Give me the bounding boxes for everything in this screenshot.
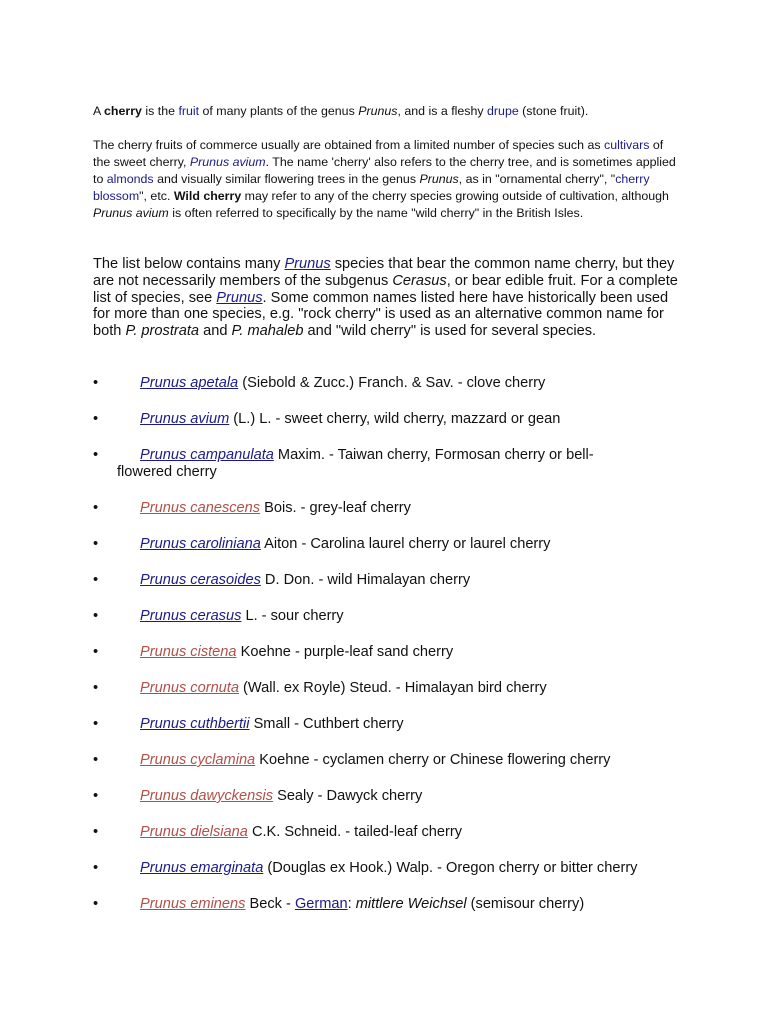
species-link[interactable] bbox=[140, 680, 239, 696]
paragraph-text: species that bear the common name cherry, but they are not necessarily members of the subgenus bbox=[93, 256, 675, 289]
paragraph-text: , or bear edible fruit. For a complete list of species, see bbox=[93, 272, 678, 306]
bullet-icon: • bbox=[93, 608, 99, 624]
species-name: Prunus emarginata bbox=[140, 860, 264, 876]
species-name: Prunus cuthbertii bbox=[140, 716, 250, 732]
species-name: Prunus campanulata bbox=[140, 447, 274, 463]
intro-text: , and is a fleshy bbox=[397, 104, 488, 118]
list-item bbox=[93, 447, 683, 481]
bullet-icon: • bbox=[93, 896, 99, 912]
paragraph-text: of the sweet cherry, bbox=[93, 138, 664, 169]
bullet-icon: • bbox=[93, 572, 99, 588]
species-description: (Douglas ex Hook.) Walp. - Oregon cherry or bitter cherry bbox=[263, 860, 638, 876]
species-description: Koehne - cyclamen cherry or Chinese flowering cherry bbox=[255, 752, 611, 768]
species-name: Prunus eminens bbox=[140, 896, 246, 912]
p-prostrata-name: P. prostrata bbox=[125, 323, 200, 340]
species-link[interactable] bbox=[140, 824, 248, 840]
bullet-icon: • bbox=[93, 680, 99, 696]
intro-text: is the bbox=[141, 104, 179, 118]
list-item bbox=[93, 375, 683, 392]
paragraph-text: is often referred to specifically by the name "wild cherry" in the British Isles. bbox=[168, 206, 584, 220]
list-item bbox=[93, 860, 683, 877]
species-name: Prunus cornuta bbox=[140, 680, 239, 696]
list-item bbox=[93, 824, 683, 841]
paragraph-text: and visually similar flowering trees in the genus bbox=[153, 172, 420, 186]
bullet-icon: • bbox=[93, 644, 99, 660]
list-item bbox=[93, 896, 683, 913]
commerce-paragraph bbox=[93, 137, 683, 222]
paragraph-text: . The name 'cherry' also refers to the cherry tree, and is sometimes applied to bbox=[93, 155, 676, 186]
cherry-term: cherry bbox=[104, 104, 142, 118]
species-link[interactable] bbox=[140, 411, 229, 427]
species-list-intro bbox=[93, 256, 678, 340]
species-description: : bbox=[347, 896, 356, 912]
species-name: Prunus apetala bbox=[140, 375, 239, 391]
species-name: Prunus cistena bbox=[140, 644, 237, 660]
intro-text: A bbox=[93, 104, 105, 118]
species-name: Prunus cyclamina bbox=[140, 752, 256, 768]
species-link[interactable] bbox=[140, 896, 245, 912]
prunus-link-text: Prunus bbox=[216, 289, 263, 306]
prunus-avium-link-text: Prunus avium bbox=[189, 155, 266, 169]
prunus-link-text: Prunus bbox=[284, 256, 331, 272]
species-name: Prunus cerasus bbox=[140, 608, 242, 624]
bullet-icon: • bbox=[93, 411, 99, 427]
cerasus-name: Cerasus bbox=[392, 272, 447, 289]
list-item bbox=[93, 788, 683, 805]
species-description-continued: flowered cherry bbox=[117, 464, 217, 480]
list-item bbox=[93, 500, 683, 517]
german-link[interactable]: German bbox=[294, 896, 348, 912]
prunus-genus-name: Prunus bbox=[358, 104, 398, 118]
paragraph-text: . Some common names listed here have historically been used for more than one species, e.g. "rock cherry" is used as an alternative common name for both bbox=[93, 289, 669, 340]
list-item bbox=[93, 680, 683, 697]
prunus-link[interactable] bbox=[284, 256, 330, 272]
bullet-icon: • bbox=[93, 824, 99, 840]
species-name: Prunus dawyckensis bbox=[140, 788, 274, 804]
list-item bbox=[93, 644, 683, 661]
species-description: C.K. Schneid. - tailed-leaf cherry bbox=[247, 824, 463, 840]
species-description: (Siebold & Zucc.) Franch. & Sav. - clove cherry bbox=[238, 375, 546, 391]
bullet-icon: • bbox=[93, 860, 99, 876]
species-name: Prunus caroliniana bbox=[140, 536, 261, 552]
list-item bbox=[93, 536, 683, 553]
drupe-link[interactable]: drupe bbox=[487, 104, 519, 118]
list-item bbox=[93, 572, 683, 589]
paragraph-text: ", etc. bbox=[139, 189, 174, 203]
species-description: D. Don. - wild Himalayan cherry bbox=[260, 572, 471, 588]
bullet-icon: • bbox=[93, 716, 99, 732]
fruit-link[interactable]: fruit bbox=[178, 104, 200, 118]
bullet-icon: • bbox=[93, 447, 99, 463]
species-description: Bois. - grey-leaf cherry bbox=[260, 500, 411, 516]
almonds-link[interactable]: almonds bbox=[106, 172, 154, 186]
species-name: Prunus dielsiana bbox=[140, 824, 248, 840]
species-link[interactable] bbox=[140, 375, 238, 391]
cultivars-link[interactable]: cultivars bbox=[604, 138, 650, 152]
species-description: Beck - bbox=[245, 896, 295, 912]
prunus-genus-name: Prunus bbox=[419, 172, 459, 186]
prunus-list-link[interactable] bbox=[216, 290, 262, 306]
species-link[interactable] bbox=[140, 447, 274, 463]
cherry-blossom-link[interactable]: cherry blossom bbox=[93, 172, 650, 203]
species-link[interactable] bbox=[140, 716, 250, 732]
species-name: Prunus cerasoides bbox=[140, 572, 261, 588]
species-name: Prunus avium bbox=[140, 411, 230, 427]
p-mahaleb-name: P. mahaleb bbox=[231, 323, 304, 340]
species-link[interactable] bbox=[140, 536, 261, 552]
paragraph-text: and "wild cherry" is used for several species. bbox=[303, 323, 597, 340]
species-description: L. - sour cherry bbox=[241, 608, 344, 624]
species-description: Sealy - Dawyck cherry bbox=[273, 788, 423, 804]
paragraph-text: The cherry fruits of commerce usually are obtained from a limited number of species such as bbox=[93, 138, 604, 152]
paragraph-text: may refer to any of the cherry species growing outside of cultivation, although bbox=[241, 189, 669, 203]
list-item bbox=[93, 608, 683, 625]
species-description: (Wall. ex Royle) Steud. - Himalayan bird cherry bbox=[238, 680, 547, 696]
wild-cherry-term: Wild cherry bbox=[173, 189, 242, 203]
prunus-avium-link[interactable] bbox=[190, 155, 266, 169]
species-link[interactable] bbox=[140, 644, 237, 660]
species-name: Prunus canescens bbox=[140, 500, 261, 516]
species-link[interactable] bbox=[140, 788, 273, 804]
bullet-icon: • bbox=[93, 788, 99, 804]
intro-text: of many plants of the genus bbox=[199, 104, 359, 118]
species-link[interactable] bbox=[140, 860, 263, 876]
bullet-icon: • bbox=[93, 752, 99, 768]
paragraph-text: The list below contains many bbox=[93, 256, 285, 272]
species-description: (L.) L. - sweet cherry, wild cherry, mazzard or gean bbox=[229, 411, 561, 427]
prunus-avium-name: Prunus avium bbox=[93, 206, 169, 220]
list-item bbox=[93, 716, 683, 733]
species-description: Aiton - Carolina laurel cherry or laurel cherry bbox=[260, 536, 551, 552]
intro-paragraph bbox=[93, 103, 683, 120]
species-description: (semisour cherry) bbox=[466, 896, 585, 912]
species-description: Maxim. - Taiwan cherry, Formosan cherry or bell- bbox=[273, 447, 594, 463]
paragraph-text: , as in "ornamental cherry", " bbox=[458, 172, 616, 186]
species-list bbox=[93, 375, 683, 932]
german-name: mittlere Weichsel bbox=[355, 896, 467, 912]
list-item bbox=[93, 411, 683, 428]
species-link[interactable] bbox=[140, 500, 260, 516]
species-link[interactable] bbox=[140, 572, 261, 588]
species-link[interactable] bbox=[140, 752, 255, 768]
bullet-icon: • bbox=[93, 536, 99, 552]
paragraph-text: and bbox=[199, 323, 232, 340]
species-link[interactable] bbox=[140, 608, 241, 624]
list-item bbox=[93, 752, 683, 769]
intro-text: (stone fruit). bbox=[518, 104, 589, 118]
bullet-icon: • bbox=[93, 375, 99, 391]
species-description: Koehne - purple-leaf sand cherry bbox=[236, 644, 454, 660]
species-description: Small - Cuthbert cherry bbox=[249, 716, 404, 732]
bullet-icon: • bbox=[93, 500, 99, 516]
